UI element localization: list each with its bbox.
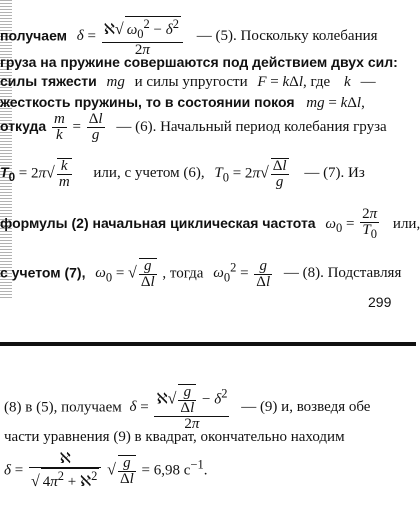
p1-line-8: с учетом (7), $\omega_0$ = √ $\frac{g}{\Delta l}$ , тогда $\omega_0^2$ = $\frac{g}{\Delta l}$ — (8). Подставляя xyxy=(0,257,402,290)
text: — (5). Поскольку колебания xyxy=(196,28,378,45)
fraction: ℵ√ $\frac{g}{\Delta l}$ − $\delta^2$ 2π xyxy=(156,384,228,432)
text: , тогда xyxy=(162,265,204,282)
text: силы тяжести xyxy=(0,73,97,89)
text: груза на пружине совершаются под действием двух сил: xyxy=(0,54,398,70)
text: или, с учетом (6), xyxy=(93,165,205,182)
fraction: $\frac{g}{\Delta l}$ xyxy=(256,257,271,290)
p1-line-5: откуда $\frac{m}{k}$ = $\frac{\Delta l}{g}$ — (6). Начальный период колебания груза xyxy=(0,111,387,143)
text: формулы (2) начальная циклическая частота xyxy=(0,214,316,231)
text: получаем xyxy=(0,27,68,44)
p1-line-7: формулы (2) начальная циклическая частота $\omega_0$ = $\frac{2\pi}{T_0}$ или, xyxy=(0,206,420,241)
fraction: $\frac{\Delta l}{g}$ xyxy=(88,111,103,143)
text: — (6). Начальный период колебания груза xyxy=(116,118,387,135)
text: жесткость пружины, то в состоянии покоя xyxy=(0,94,295,110)
text: или, xyxy=(392,215,420,232)
fraction xyxy=(102,16,183,58)
fraction: $\frac{\Delta l}{g}$ xyxy=(272,158,287,190)
p1-line-3: силы тяжести mg и силы упругости F = kΔl, где k — xyxy=(0,73,376,90)
fraction: $\frac{g}{\Delta l}$ xyxy=(140,258,155,290)
text: — (7). Из xyxy=(304,165,365,182)
fraction: $\frac{m}{k}$ xyxy=(53,111,65,143)
fraction: $\frac{g}{\Delta l}$ xyxy=(119,455,134,487)
text: — (8). Подставляя xyxy=(283,265,402,282)
p1-line-2 xyxy=(0,53,398,72)
page-number: 299 xyxy=(368,294,392,310)
text: (8) в (5), получаем xyxy=(4,399,122,416)
p1-line-6: $T_0 = 2\pi√$ $\frac{k}{m}$ или, с учетом (6), $T_0 = 2\pi√$ $\frac{\Delta l}{g}$ — (7). Из xyxy=(0,158,365,190)
denominator: 2π xyxy=(134,42,150,58)
text: с учетом (7), xyxy=(0,264,86,281)
text: = 6,98 с xyxy=(141,462,191,479)
p2-line-3: δ = $\frac{\text{ℵ}}{√ 4\pi^2 + ℵ^2}$ √ $\frac{g}{\Delta l}$ = 6,98 $с^{-1}$. xyxy=(4,451,208,490)
numerator: ℵ√ $\omega_0^2 - \delta^2$ xyxy=(102,16,183,43)
fraction: $\frac{\text{ℵ}}{√ 4\pi^2 + ℵ^2}$ xyxy=(29,452,101,490)
p1-line-1: получаем δ = $\frac{ℵ√ \omega_0^2 - \delta^2}{2\pi}$ — (5). Поскольку колебания xyxy=(0,17,378,58)
text: — (9) и, возведя обе xyxy=(241,399,371,416)
p2-line-2 xyxy=(4,428,345,446)
text: части уравнения (9) в квадрат, окончательно находим xyxy=(4,429,345,445)
text: откуда xyxy=(0,117,47,134)
text: — xyxy=(360,74,376,90)
text: и силы упругости xyxy=(134,74,248,90)
p2-line-1: (8) в (5), получаем δ = ℵ√ $\frac{g}{\Delta l}$ − $\delta^2$ 2π — (9) и, возведя обе xyxy=(4,384,371,432)
symbol: δ xyxy=(76,28,84,45)
fraction: $\frac{k}{m}$ xyxy=(58,158,70,190)
page-divider xyxy=(0,342,416,346)
fraction: $\frac{2\pi}{T_0}$ xyxy=(362,206,378,241)
symbol: mg xyxy=(106,74,125,90)
text: , где xyxy=(302,74,331,90)
p1-line-4: жесткость пружины, то в состоянии покоя mg = kΔl, xyxy=(0,94,365,111)
